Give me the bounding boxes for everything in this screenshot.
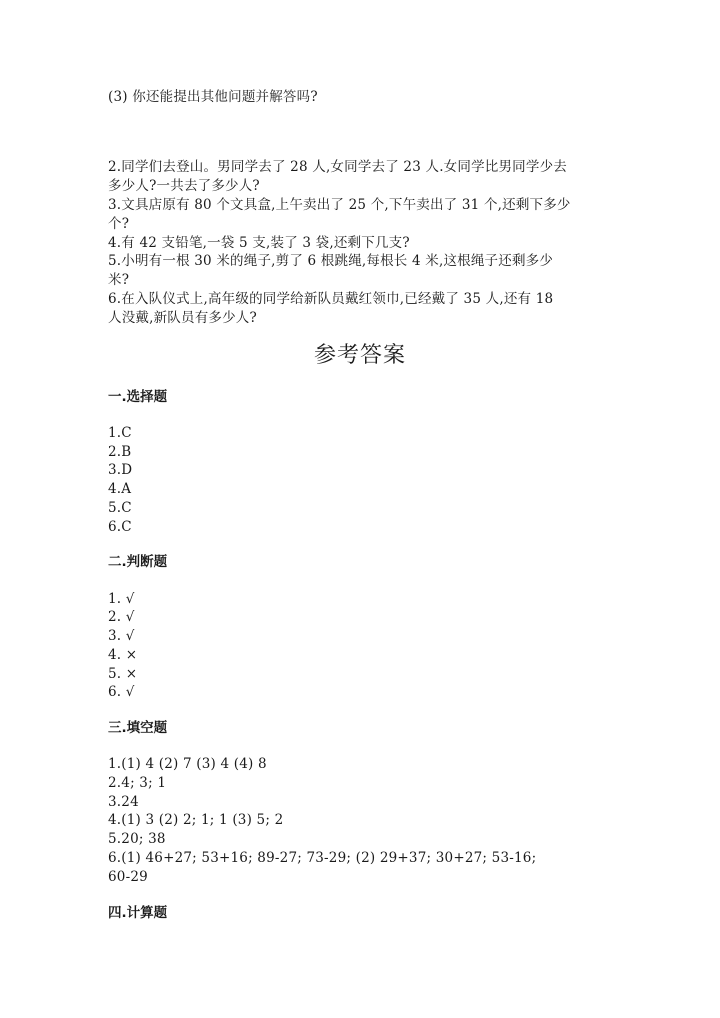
section-3-answer-6-line-2: 60-29 [108, 869, 148, 885]
section-1-answer-6: 6.C [108, 519, 132, 535]
section-2-answer-1: 1. √ [108, 591, 135, 607]
section-2-answer-3: 3. √ [108, 628, 135, 644]
section-2-heading: 二.判断题 [108, 554, 168, 570]
section-3-heading: 三.填空题 [108, 720, 168, 736]
section-3-answer-2: 2.4; 3; 1 [108, 775, 167, 791]
section-1-answer-3: 3.D [108, 462, 133, 478]
question-4-line: 4.有 42 支铅笔,一袋 5 支,装了 3 袋,还剩下几支? [108, 235, 410, 251]
section-2-answer-2: 2. √ [108, 609, 135, 625]
section-1-answer-4: 4.A [108, 481, 132, 497]
section-3-answer-4: 4.(1) 3 (2) 2; 1; 1 (3) 5; 2 [108, 812, 284, 828]
section-4-heading: 四.计算题 [108, 905, 168, 921]
question-6-line-2: 人没戴,新队员有多少人? [108, 310, 257, 326]
question-3-line-2: 个? [108, 216, 130, 232]
question-1-sub-3: (3) 你还能提出其他问题并解答吗? [108, 89, 318, 105]
section-3-answer-1: 1.(1) 4 (2) 7 (3) 4 (4) 8 [108, 756, 267, 772]
question-3-line-1: 3.文具店原有 80 个文具盒,上午卖出了 25 个,下午卖出了 31 个,还剩下多少 [108, 197, 571, 213]
question-6-line-1: 6.在入队仪式上,高年级的同学给新队员戴红领巾,已经戴了 35 人,还有 18 [108, 291, 554, 307]
question-2-line-1: 2.同学们去登山。男同学去了 28 人,女同学去了 23 人.女同学比男同学少去 [108, 159, 567, 175]
section-2-answer-5: 5. × [108, 666, 138, 682]
section-1-answer-5: 5.C [108, 500, 132, 516]
question-5-line-2: 米? [108, 272, 130, 288]
section-2-answer-6: 6. √ [108, 684, 135, 700]
section-1-heading: 一.选择题 [108, 389, 168, 405]
answers-title: 参考答案 [313, 343, 406, 368]
section-2-answer-4: 4. × [108, 647, 138, 663]
section-3-answer-3: 3.24 [108, 794, 139, 810]
section-3-answer-5: 5.20; 38 [108, 831, 166, 847]
question-2-line-2: 多少人?一共去了多少人? [108, 178, 260, 194]
section-3-answer-6-line-1: 6.(1) 46+27; 53+16; 89-27; 73-29; (2) 29+37; 30+27; 53-16; [108, 850, 537, 866]
question-5-line-1: 5.小明有一根 30 米的绳子,剪了 6 根跳绳,每根长 4 米,这根绳子还剩多少 [108, 253, 554, 269]
section-1-answer-1: 1.C [108, 425, 132, 441]
section-1-answer-2: 2.B [108, 444, 132, 460]
